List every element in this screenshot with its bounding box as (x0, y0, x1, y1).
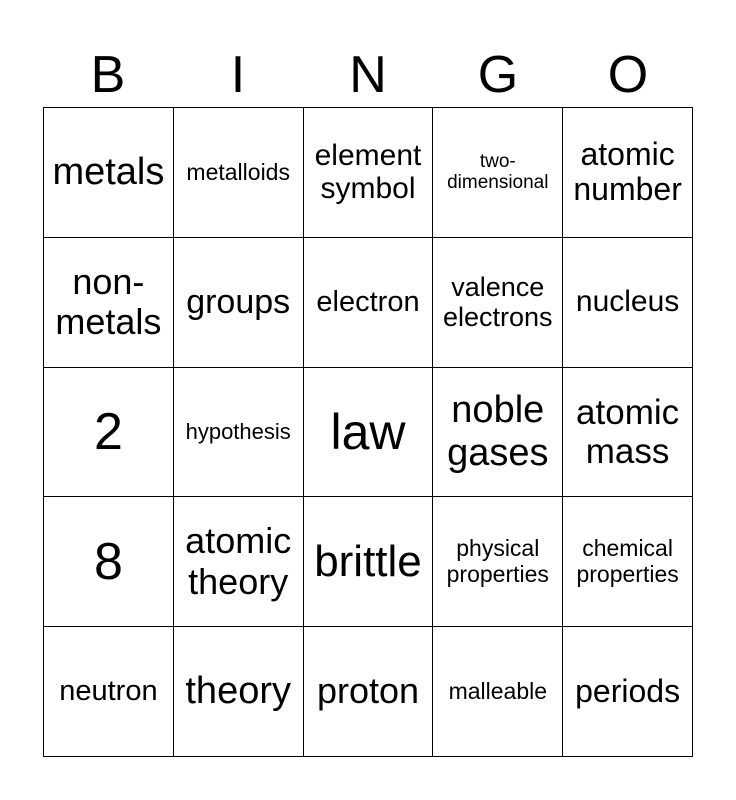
bingo-cell[interactable] (563, 497, 693, 627)
bingo-cell[interactable] (304, 108, 434, 238)
bingo-board (43, 107, 693, 757)
bingo-cell[interactable] (563, 238, 693, 368)
bingo-cell-text: atomic theory (185, 520, 292, 602)
bingo-cell-text: groups (186, 283, 291, 322)
bingo-cell[interactable] (44, 108, 174, 238)
bingo-cell[interactable] (563, 627, 693, 757)
bingo-cell-text: malleable (448, 677, 548, 704)
bingo-cell-text: atomic mass (576, 392, 680, 471)
bingo-cell[interactable] (304, 497, 434, 627)
header-letter-o: O (607, 46, 649, 104)
bingo-cell[interactable] (44, 497, 174, 627)
bingo-cell[interactable] (433, 627, 563, 757)
bingo-cell-text: metals (52, 151, 165, 194)
bingo-cell[interactable] (433, 368, 563, 498)
bingo-cell-text: metalloids (186, 158, 290, 185)
bingo-cell-text: theory (185, 670, 291, 713)
bingo-cell-text: electron (316, 285, 420, 318)
bingo-cell[interactable] (174, 238, 304, 368)
bingo-cell-text: noble gases (447, 389, 549, 474)
bingo-cell[interactable] (304, 238, 434, 368)
header-letter-n: N (349, 46, 387, 104)
bingo-cell-text: law (330, 403, 406, 460)
bingo-cell-text: hypothesis (185, 418, 291, 444)
bingo-cell-text: nucleus (575, 285, 680, 319)
bingo-header (43, 44, 693, 106)
bingo-cell[interactable] (174, 368, 304, 498)
header-letter-b: B (90, 46, 126, 104)
bingo-cell-text: neutron (59, 675, 158, 708)
bingo-cell-text: 2 (93, 402, 123, 461)
bingo-cell[interactable] (433, 238, 563, 368)
header-letter-i: I (230, 46, 246, 104)
bingo-cell[interactable] (304, 368, 434, 498)
bingo-cell-text: brittle (314, 537, 422, 587)
bingo-cell[interactable] (563, 368, 693, 498)
bingo-cell[interactable] (563, 108, 693, 238)
bingo-cell[interactable] (44, 627, 174, 757)
header-letter-g: G (477, 46, 519, 104)
bingo-cell[interactable] (304, 627, 434, 757)
bingo-cell[interactable] (44, 238, 174, 368)
bingo-cell[interactable] (174, 497, 304, 627)
bingo-cell-text: valence electrons (443, 271, 553, 333)
bingo-cell-text: element symbol (314, 138, 422, 206)
bingo-cell[interactable] (174, 108, 304, 238)
bingo-cell[interactable] (44, 368, 174, 498)
bingo-cell-text: 8 (93, 532, 123, 591)
bingo-cell-text: physical properties (446, 535, 549, 587)
bingo-cell-text: non-metals (55, 260, 162, 343)
bingo-cell[interactable] (433, 497, 563, 627)
bingo-cell[interactable] (174, 627, 304, 757)
bingo-cell-text: periods (575, 672, 681, 709)
bingo-cell-text: proton (316, 670, 420, 712)
bingo-cell-text: atomic number (573, 135, 682, 208)
bingo-cell-text: chemical properties (576, 535, 679, 587)
bingo-cell-text: two-dimensional (447, 151, 549, 194)
bingo-cell[interactable] (433, 108, 563, 238)
